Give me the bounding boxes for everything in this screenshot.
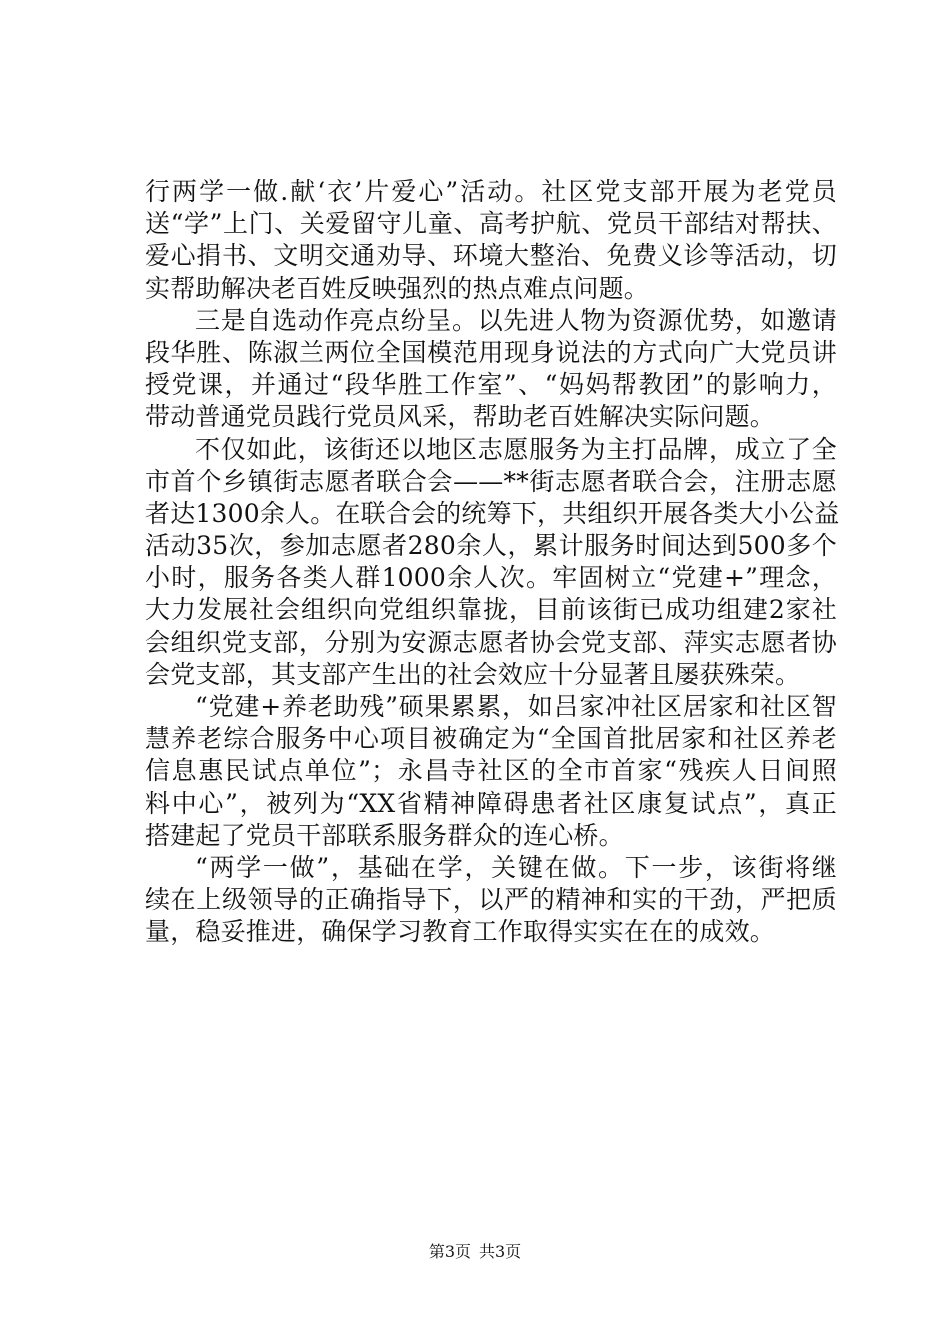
- text-line: 会组织党支部，分别为安源志愿者协会党支部、萍实志愿者协: [145, 627, 837, 657]
- text-line: 小时，服务各类人群1000余人次。牢固树立“党建+”理念，: [145, 563, 837, 593]
- text-line: 搭建起了党员干部联系服务群众的连心桥。: [145, 820, 624, 850]
- text-line: 者达1300余人。在联合会的统筹下，共组织开展各类大小公益: [145, 498, 840, 528]
- text-line: 送“学”上门、关爱留守儿童、高考护航、党员干部结对帮扶、: [145, 209, 837, 239]
- text-line: 三是自选动作亮点纷呈。以先进人物为资源优势，如邀请: [195, 305, 837, 335]
- text-line: 活动35次，参加志愿者280余人，累计服务时间达到500多个: [145, 531, 837, 561]
- text-line: 市首个乡镇街志愿者联合会——**街志愿者联合会，注册志愿: [145, 466, 837, 496]
- page-number: 第3页: [428, 1242, 471, 1261]
- text-line: “党建+养老助残”硕果累累，如吕家冲社区居家和社区智: [195, 692, 837, 721]
- page-total: 共3页: [479, 1242, 522, 1261]
- text-line: 会党支部，其支部产生出的社会效应十分显著且屡获殊荣。: [145, 659, 801, 689]
- paragraph: [145, 305, 837, 434]
- text-line: “两学一做”，基础在学，关键在做。下一步，该街将继: [195, 852, 837, 882]
- text-line: 信息惠民试点单位”；永昌寺社区的全市首家“残疾人日间照: [145, 756, 837, 786]
- paragraph: [145, 176, 837, 305]
- paragraph: [145, 691, 837, 852]
- text-line: 续在上级领导的正确指导下，以严的精神和实的干劲，严把质: [145, 885, 837, 915]
- page-footer: [0, 1242, 950, 1262]
- paragraph: [145, 434, 840, 692]
- text-line: 授党课，并通过“段华胜工作室”、“妈妈帮教团”的影响力，: [145, 370, 837, 400]
- text-line: 量，稳妥推进，确保学习教育工作取得实实在在的成效。: [145, 917, 776, 947]
- text-line: 慧养老综合服务中心项目被确定为“全国首批居家和社区养老: [145, 724, 837, 754]
- text-line: 爱心捐书、文明交通劝导、环境大整治、免费义诊等活动，切: [145, 241, 837, 271]
- text-line: 不仅如此，该街还以地区志愿服务为主打品牌，成立了全: [195, 434, 837, 464]
- text-line: 行两学一做.献‘衣’片爱心”活动。社区党支部开展为老党员: [145, 177, 837, 206]
- text-line: 段华胜、陈淑兰两位全国模范用现身说法的方式向广大党员讲: [145, 337, 837, 367]
- paragraph: [145, 852, 837, 949]
- text-line: 大力发展社会组织向党组织靠拢，目前该街已成功组建2家社: [145, 595, 837, 625]
- text-line: 带动普通党员践行党员风采，帮助老百姓解决实际问题。: [145, 402, 776, 432]
- document-body: [145, 176, 840, 949]
- text-line: 料中心”，被列为“XX省精神障碍患者社区康复试点”，真正: [145, 788, 837, 818]
- text-line: 实帮助解决老百姓反映强烈的热点难点问题。: [145, 273, 650, 303]
